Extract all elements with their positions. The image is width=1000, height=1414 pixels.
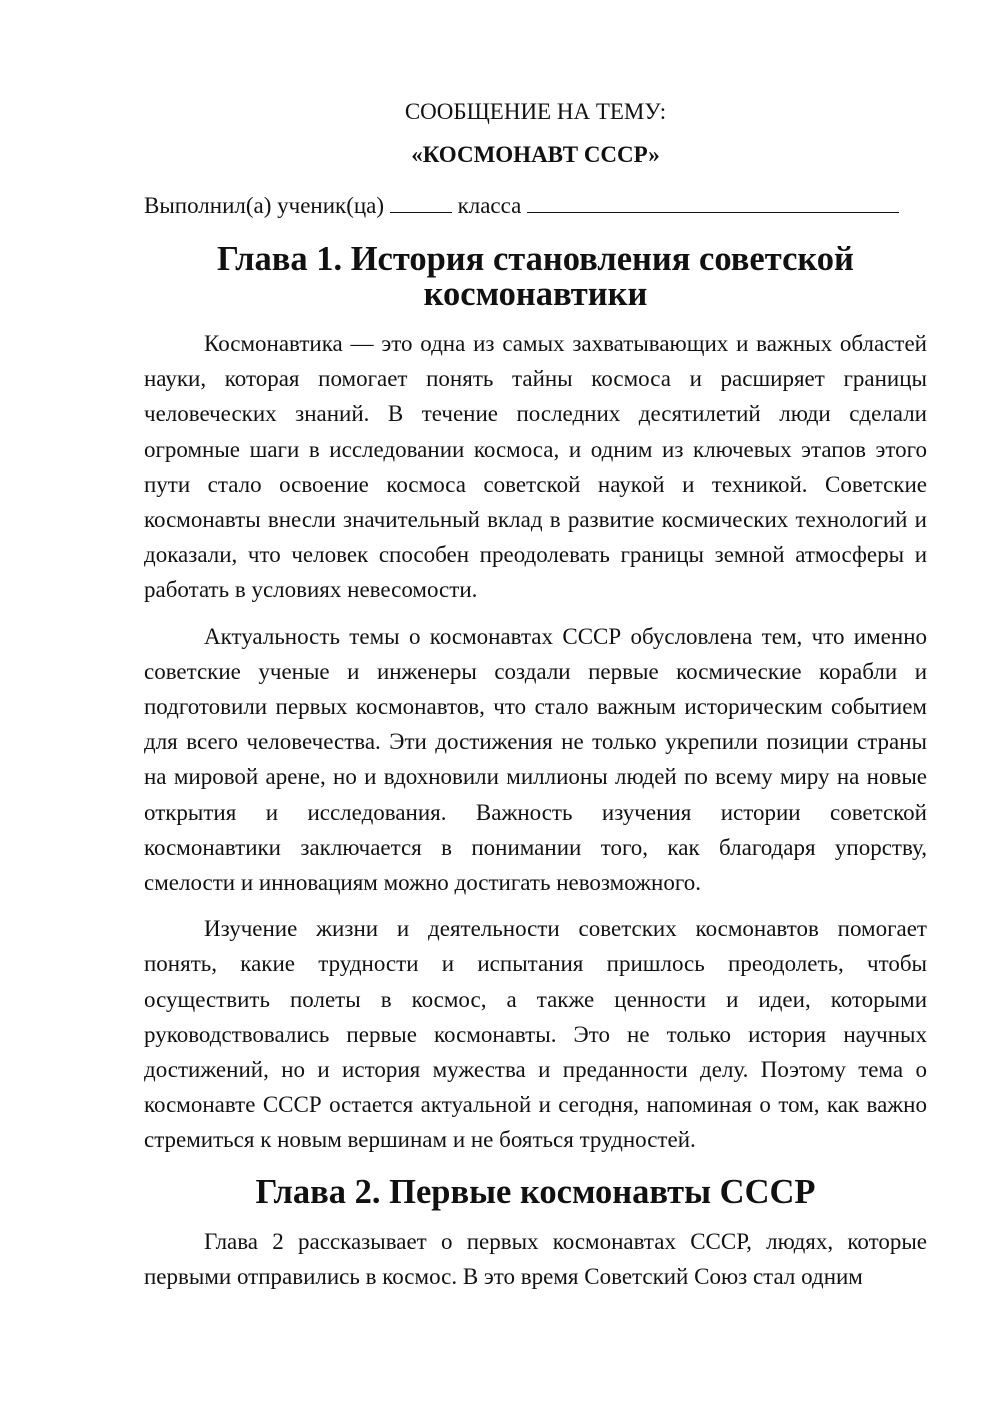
chapter-1-paragraph-1: Космонавтика — это одна из самых захватывающих и важных областей науки, которая помогает понять тайны космоса и расширяет границы человеческих знаний. В течение последних десятилетий люди сделали огромные шаги в исследовании космоса, и одним из ключевых этапов этого пути стало освоение космоса советской наукой и техникой. Советские космонавты внесли значительный вклад в развитие космических технологий и доказали, что человек способен преодолевать границы земной атмосферы и работать в условиях невесомости. <box>144 331 927 603</box>
author-line <box>144 188 927 223</box>
class-label: класса <box>457 193 522 219</box>
chapter-1-paragraph-2: Актуальность темы о космонавтах СССР обусловлена тем, что именно советские ученые и инженеры создали первые космические корабли и подготовили первых космонавтов, что стало важным историческим событием для всего человечества. Эти достижения не только укрепили позиции страны на мировой арене, но и вдохновили миллионы людей по всему миру на новые открытия и исследования. Важность изучения истории советской космонавтики заключается в понимании того, как благодаря упорству, смелости и инновациям можно достигать невозможного. <box>144 623 927 896</box>
student-blank-field[interactable] <box>390 190 452 213</box>
chapter-1-paragraph-3: Изучение жизни и деятельности советских космонавтов помогает понять, какие трудности и испытания пришлось преодолеть, чтобы осуществить полеты в космос, а также ценности и идеи, которыми руководствовались первые космонавты. Это не только история научных достижений, но и история мужества и преданности делу. Поэтому тема о космонавте СССР остается актуальной и сегодня, напоминая о том, как важно стремиться к новым вершинам и не бояться трудностей. <box>144 916 927 1153</box>
document-body <box>144 94 927 1294</box>
document-title-line-1: СООБЩЕНИЕ НА ТЕМУ: <box>404 99 667 124</box>
document-title-line-2: «КОСМОНАВТ СССР» <box>411 142 660 168</box>
chapter-2-heading: Глава 2. Первые космонавты СССР <box>255 1172 816 1211</box>
chapter-1-heading: Глава 1. История становления советской космонавтики <box>217 239 854 313</box>
chapter-2-paragraph-1: Глава 2 рассказывает о первых космонавтах СССР, людях, которые первыми отправились в космос. В это время Советский Союз стал одним <box>144 1228 927 1290</box>
class-blank-field[interactable] <box>527 190 899 213</box>
performed-by-label: Выполнил(а) ученик(ца) <box>144 193 385 219</box>
